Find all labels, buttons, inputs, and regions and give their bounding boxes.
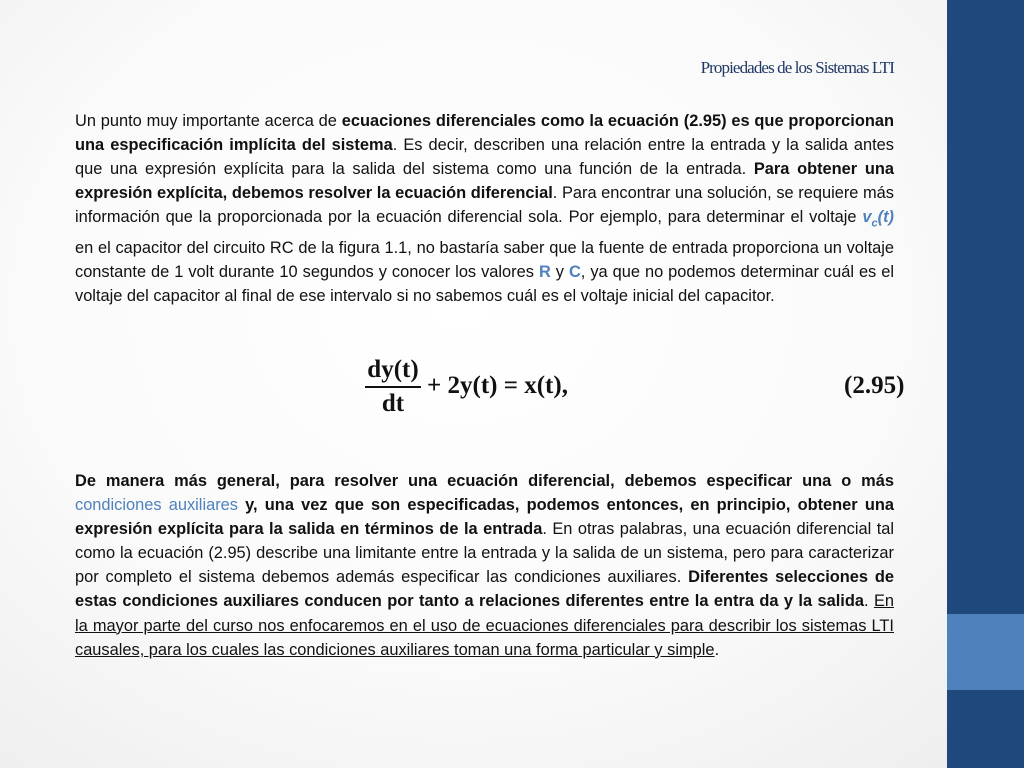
text-run: y, una vez que son especificadas, podemos entonces, en principio, obtener una expresión explícita para la salida en términos de la entrada [75, 496, 894, 539]
equation-numerator: dy(t) [367, 356, 419, 383]
equation-fraction [365, 356, 421, 418]
text-run: De manera más general, para resolver una ecuación diferencial, debemos especificar una o más [75, 472, 894, 490]
equation-number: (2.95) [844, 372, 905, 399]
slide-title: Propiedades de los Sistemas LTI [700, 58, 894, 77]
paragraph-2 [75, 469, 894, 662]
fraction-bar [365, 386, 421, 388]
text-run: . Para encontrar una solución, se requiere más información que la proporcionada por la ecuación diferencial sola. Por ejemplo, para determinar el voltaje [75, 184, 894, 227]
text-run: ecuaciones diferenciales como la ecuación (2.95) es que proporcionan una especificación implícita del sistema [75, 112, 895, 155]
text-run: . Es decir, describen una relación entre la entrada y la salida antes que una expresión explícita para la salida del sistema como una función de la entrada. [75, 136, 894, 179]
text-run: C [568, 262, 581, 281]
text-run: v [862, 208, 872, 227]
text-run: (t) [877, 208, 894, 227]
text-run: . En otras palabras, una ecuación diferencial tal como la ecuación (2.95) describe una limitante entre la entrada y la salida de un sistema, pero para caracterizar por completo el sistema debemos además especificar las condiciones auxiliares. [75, 520, 895, 587]
text-run: y [550, 262, 569, 281]
text-run: condiciones auxiliares [75, 496, 238, 515]
text-run: En la mayor parte del curso nos enfocaremos en el uso de ecuaciones diferenciales para describir los sistemas LTI causales, para los cuales las condiciones auxiliares toman una forma particular y simple [75, 592, 894, 659]
text-run: . [714, 640, 720, 659]
sidebar-accent-band [947, 614, 1024, 690]
text-run: Para obtener una expresión explícita, debemos resolver la ecuación diferencial [75, 160, 894, 203]
slide-sidebar-decoration [947, 0, 1024, 768]
text-run: , ya que no podemos determinar cuál es el voltaje del capacitor al final de ese intervalo si no sabemos cuál es el voltaje inicial del capacitor. [75, 262, 894, 305]
text-run: . [863, 592, 874, 611]
text-run: c [871, 217, 878, 230]
text-run: Diferentes selecciones de estas condiciones auxiliares conducen por tanto a relaciones diferentes entre la entra da y la salida [75, 568, 894, 611]
text-run: Un punto muy importante acerca de [75, 112, 342, 130]
text-run: R [538, 262, 551, 281]
equation-rhs: + 2y(t) = x(t), [427, 372, 568, 399]
text-run: en el capacitor del circuito RC de la figura 1.1, no bastaría saber que la fuente de entrada proporciona un voltaje constante de 1 volt durante 10 segundos y conocer los valores [75, 238, 894, 281]
paragraph-1 [75, 109, 894, 308]
equation-denominator: dt [381, 390, 405, 417]
